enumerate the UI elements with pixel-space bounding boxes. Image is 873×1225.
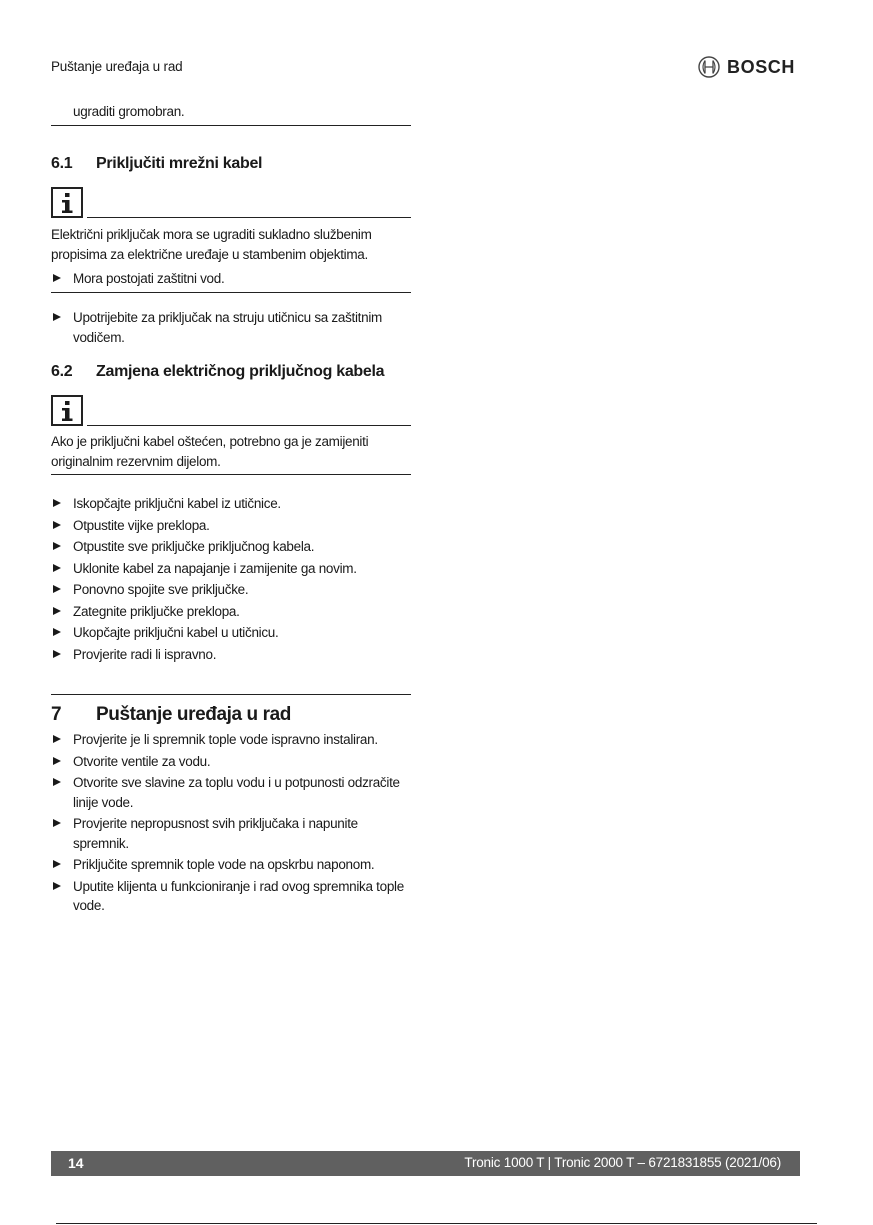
section-6-1-steps <box>51 308 413 349</box>
list-item: Ponovno spojite sve priključke. <box>51 580 413 600</box>
page-number: 14 <box>68 1155 84 1171</box>
list-item: Iskopčajte priključni kabel iz utičnice. <box>51 494 413 514</box>
info-glyph <box>60 400 74 422</box>
list-item: Otvorite sve slavine za toplu vodu i u potpunosti odzračite linije vode. <box>51 773 413 812</box>
continued-text: ugraditi gromobran. <box>73 104 185 119</box>
list-item: Provjerite nepropusnost svih priključaka i napunite spremnik. <box>51 814 413 853</box>
list-item: Zategnite priključke preklopa. <box>51 602 413 622</box>
bullet-arrow-icon <box>53 778 61 786</box>
list-item: Ukopčajte priključni kabel u utičnicu. <box>51 623 413 643</box>
bullet-arrow-icon <box>53 313 61 321</box>
section-6-1-heading <box>51 155 262 173</box>
info-note-text: Električni priključak mora se ugraditi sukladno službenim propisima za električne uređaje u stambenim objektima. <box>51 227 372 262</box>
list-item: Mora postojati zaštitni vod. <box>51 269 413 289</box>
bosch-armature-icon <box>698 56 720 78</box>
bullet-arrow-icon <box>53 607 61 615</box>
chapter-title: Puštanje uređaja u rad <box>96 704 291 725</box>
info-icon <box>51 187 83 218</box>
section-title: Zamjena električnog priključnog kabela <box>96 363 385 380</box>
bullet-arrow-icon <box>53 499 61 507</box>
logo-wordmark: BOSCH <box>727 56 796 77</box>
bullet-arrow-icon <box>53 274 61 282</box>
bottom-divider <box>56 1223 817 1224</box>
bullet-arrow-icon <box>53 860 61 868</box>
running-header-title: Puštanje uređaja u rad <box>51 59 183 74</box>
list-item: Upotrijebite za priključak na struju utičnicu sa zaštitnim vodičem. <box>51 308 413 347</box>
chapter-7-heading <box>51 704 291 726</box>
bullet-arrow-icon <box>53 585 61 593</box>
list-item: Provjerite je li spremnik tople vode ispravno instaliran. <box>51 730 413 750</box>
bullet-arrow-icon <box>53 735 61 743</box>
bullet-arrow-icon <box>53 757 61 765</box>
section-number: 6.1 <box>51 155 73 172</box>
info-note-bullets <box>51 269 413 291</box>
section-6-2-steps <box>51 494 413 666</box>
bullet-arrow-icon <box>53 521 61 529</box>
info-glyph <box>60 192 74 214</box>
bullet-arrow-icon <box>53 819 61 827</box>
bullet-arrow-icon <box>53 564 61 572</box>
info-rule <box>87 217 411 218</box>
info-end-rule <box>51 292 411 293</box>
section-number: 6.2 <box>51 363 73 380</box>
info-rule <box>87 425 411 426</box>
chapter-number: 7 <box>51 704 62 725</box>
list-item: Uputite klijenta u funkcioniranje i rad ovog spremnika tople vode. <box>51 877 413 916</box>
bullet-arrow-icon <box>53 650 61 658</box>
list-item: Otpustite sve priključke priključnog kabela. <box>51 537 413 557</box>
bullet-arrow-icon <box>53 882 61 890</box>
list-item: Provjerite radi li ispravno. <box>51 645 413 665</box>
section-7-steps <box>51 730 413 918</box>
section-title: Priključiti mrežni kabel <box>96 155 263 172</box>
list-item: Otpustite vijke preklopa. <box>51 516 413 536</box>
list-item: Priključite spremnik tople vode na opskrbu naponom. <box>51 855 413 875</box>
bosch-logo <box>698 56 795 78</box>
bullet-arrow-icon <box>53 542 61 550</box>
chapter-rule <box>51 694 411 695</box>
info-note-text: Ako je priključni kabel oštećen, potrebno ga je zamijeniti originalnim rezervnim dijelom. <box>51 434 369 469</box>
info-icon <box>51 395 83 426</box>
section-6-2-heading <box>51 363 384 381</box>
info-end-rule <box>51 474 411 475</box>
document-reference: Tronic 1000 T | Tronic 2000 T – 6721831855 (2021/06) <box>464 1155 781 1170</box>
bullet-arrow-icon <box>53 628 61 636</box>
divider <box>51 125 411 126</box>
list-item: Otvorite ventile za vodu. <box>51 752 413 772</box>
list-item: Uklonite kabel za napajanje i zamijenite ga novim. <box>51 559 413 579</box>
footer-bar <box>51 1151 800 1176</box>
